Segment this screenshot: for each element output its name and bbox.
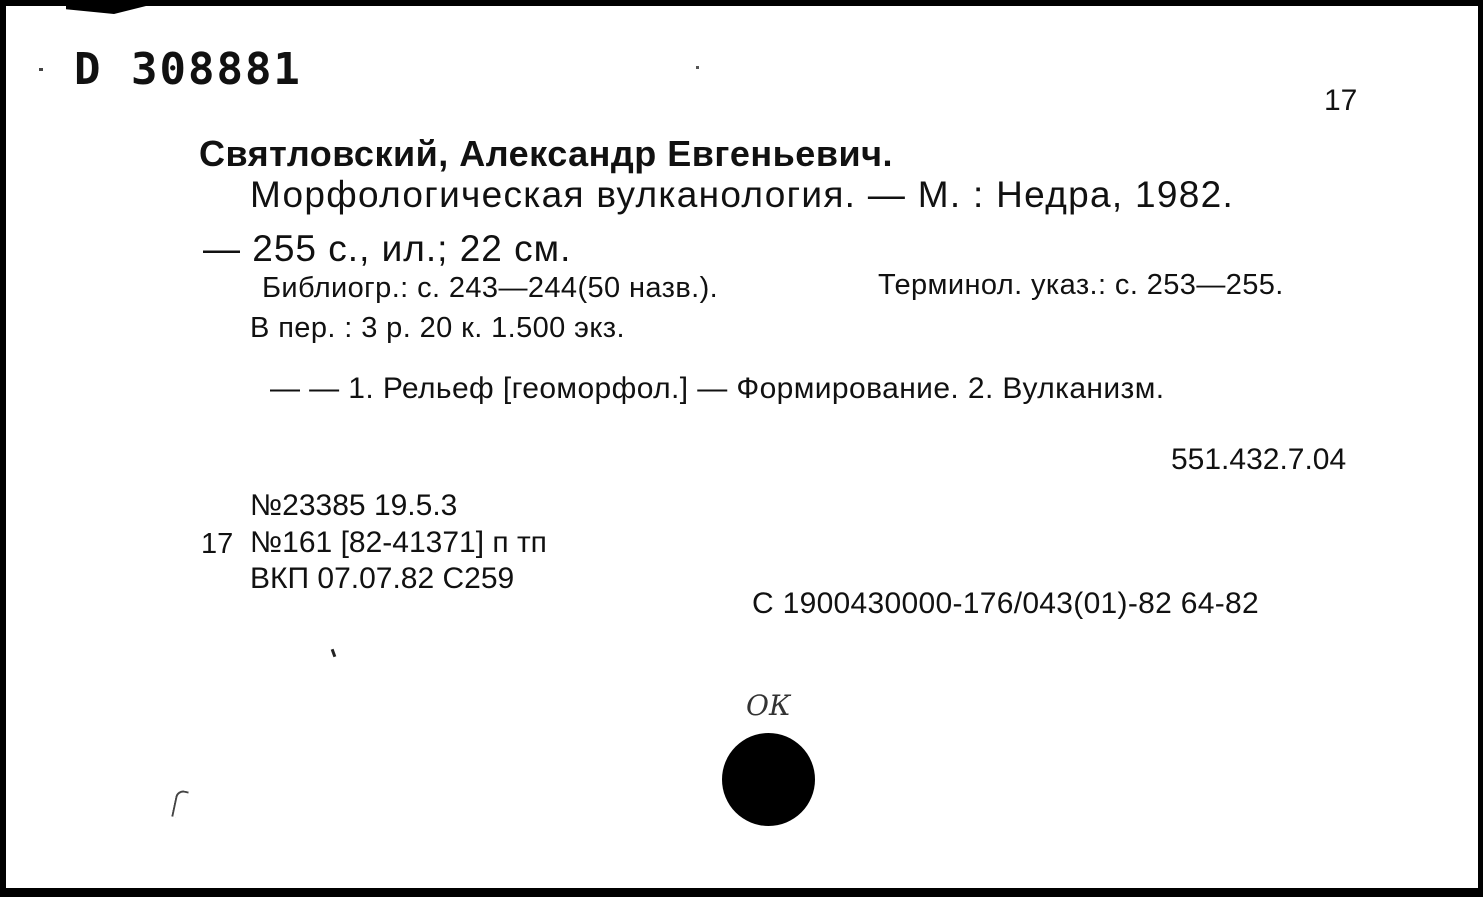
reference-line-3: ВКП 07.07.82 С259 — [250, 562, 515, 595]
reference-line-2: №161 [82-41371] п тп — [250, 526, 547, 559]
reference-line-2-prefix: 17 — [201, 528, 234, 560]
scan-top-scratch — [66, 6, 146, 14]
scan-bottom-edge — [0, 887, 1483, 897]
scan-speck — [331, 649, 337, 658]
inventory-number: D 308881 — [74, 44, 302, 95]
price-copies-note: В пер. : 3 р. 20 к. 1.500 экз. — [250, 312, 625, 344]
title-line-2: — 255 с., ил.; 22 см. — [203, 228, 572, 269]
title-line-1: Морфологическая вулканология. — М. : Недра, 1982. — [250, 174, 1235, 215]
card-number: 17 — [1324, 84, 1358, 117]
scan-speck — [696, 66, 699, 69]
handwritten-ok-mark: ОК — [746, 689, 791, 722]
udc-code: 551.432.7.04 — [1171, 443, 1347, 476]
punch-hole — [722, 733, 815, 826]
scan-speck — [39, 68, 43, 71]
bibliography-note: Библиогр.: с. 243—244(50 назв.). — [262, 272, 719, 304]
term-index-note: Терминол. указ.: с. 253—255. — [878, 269, 1284, 301]
publication-code: С 1900430000-176/043(01)-82 64-82 — [752, 587, 1259, 620]
author-heading: Святловский, Александр Евгеньевич. — [199, 133, 893, 174]
pencil-mark — [171, 789, 189, 819]
subject-headings: — — 1. Рельеф [геоморфол.] — Формирование. 2. Вулканизм. — [270, 372, 1165, 405]
catalog-card — [6, 6, 1478, 888]
reference-line-1: №23385 19.5.3 — [250, 489, 458, 522]
